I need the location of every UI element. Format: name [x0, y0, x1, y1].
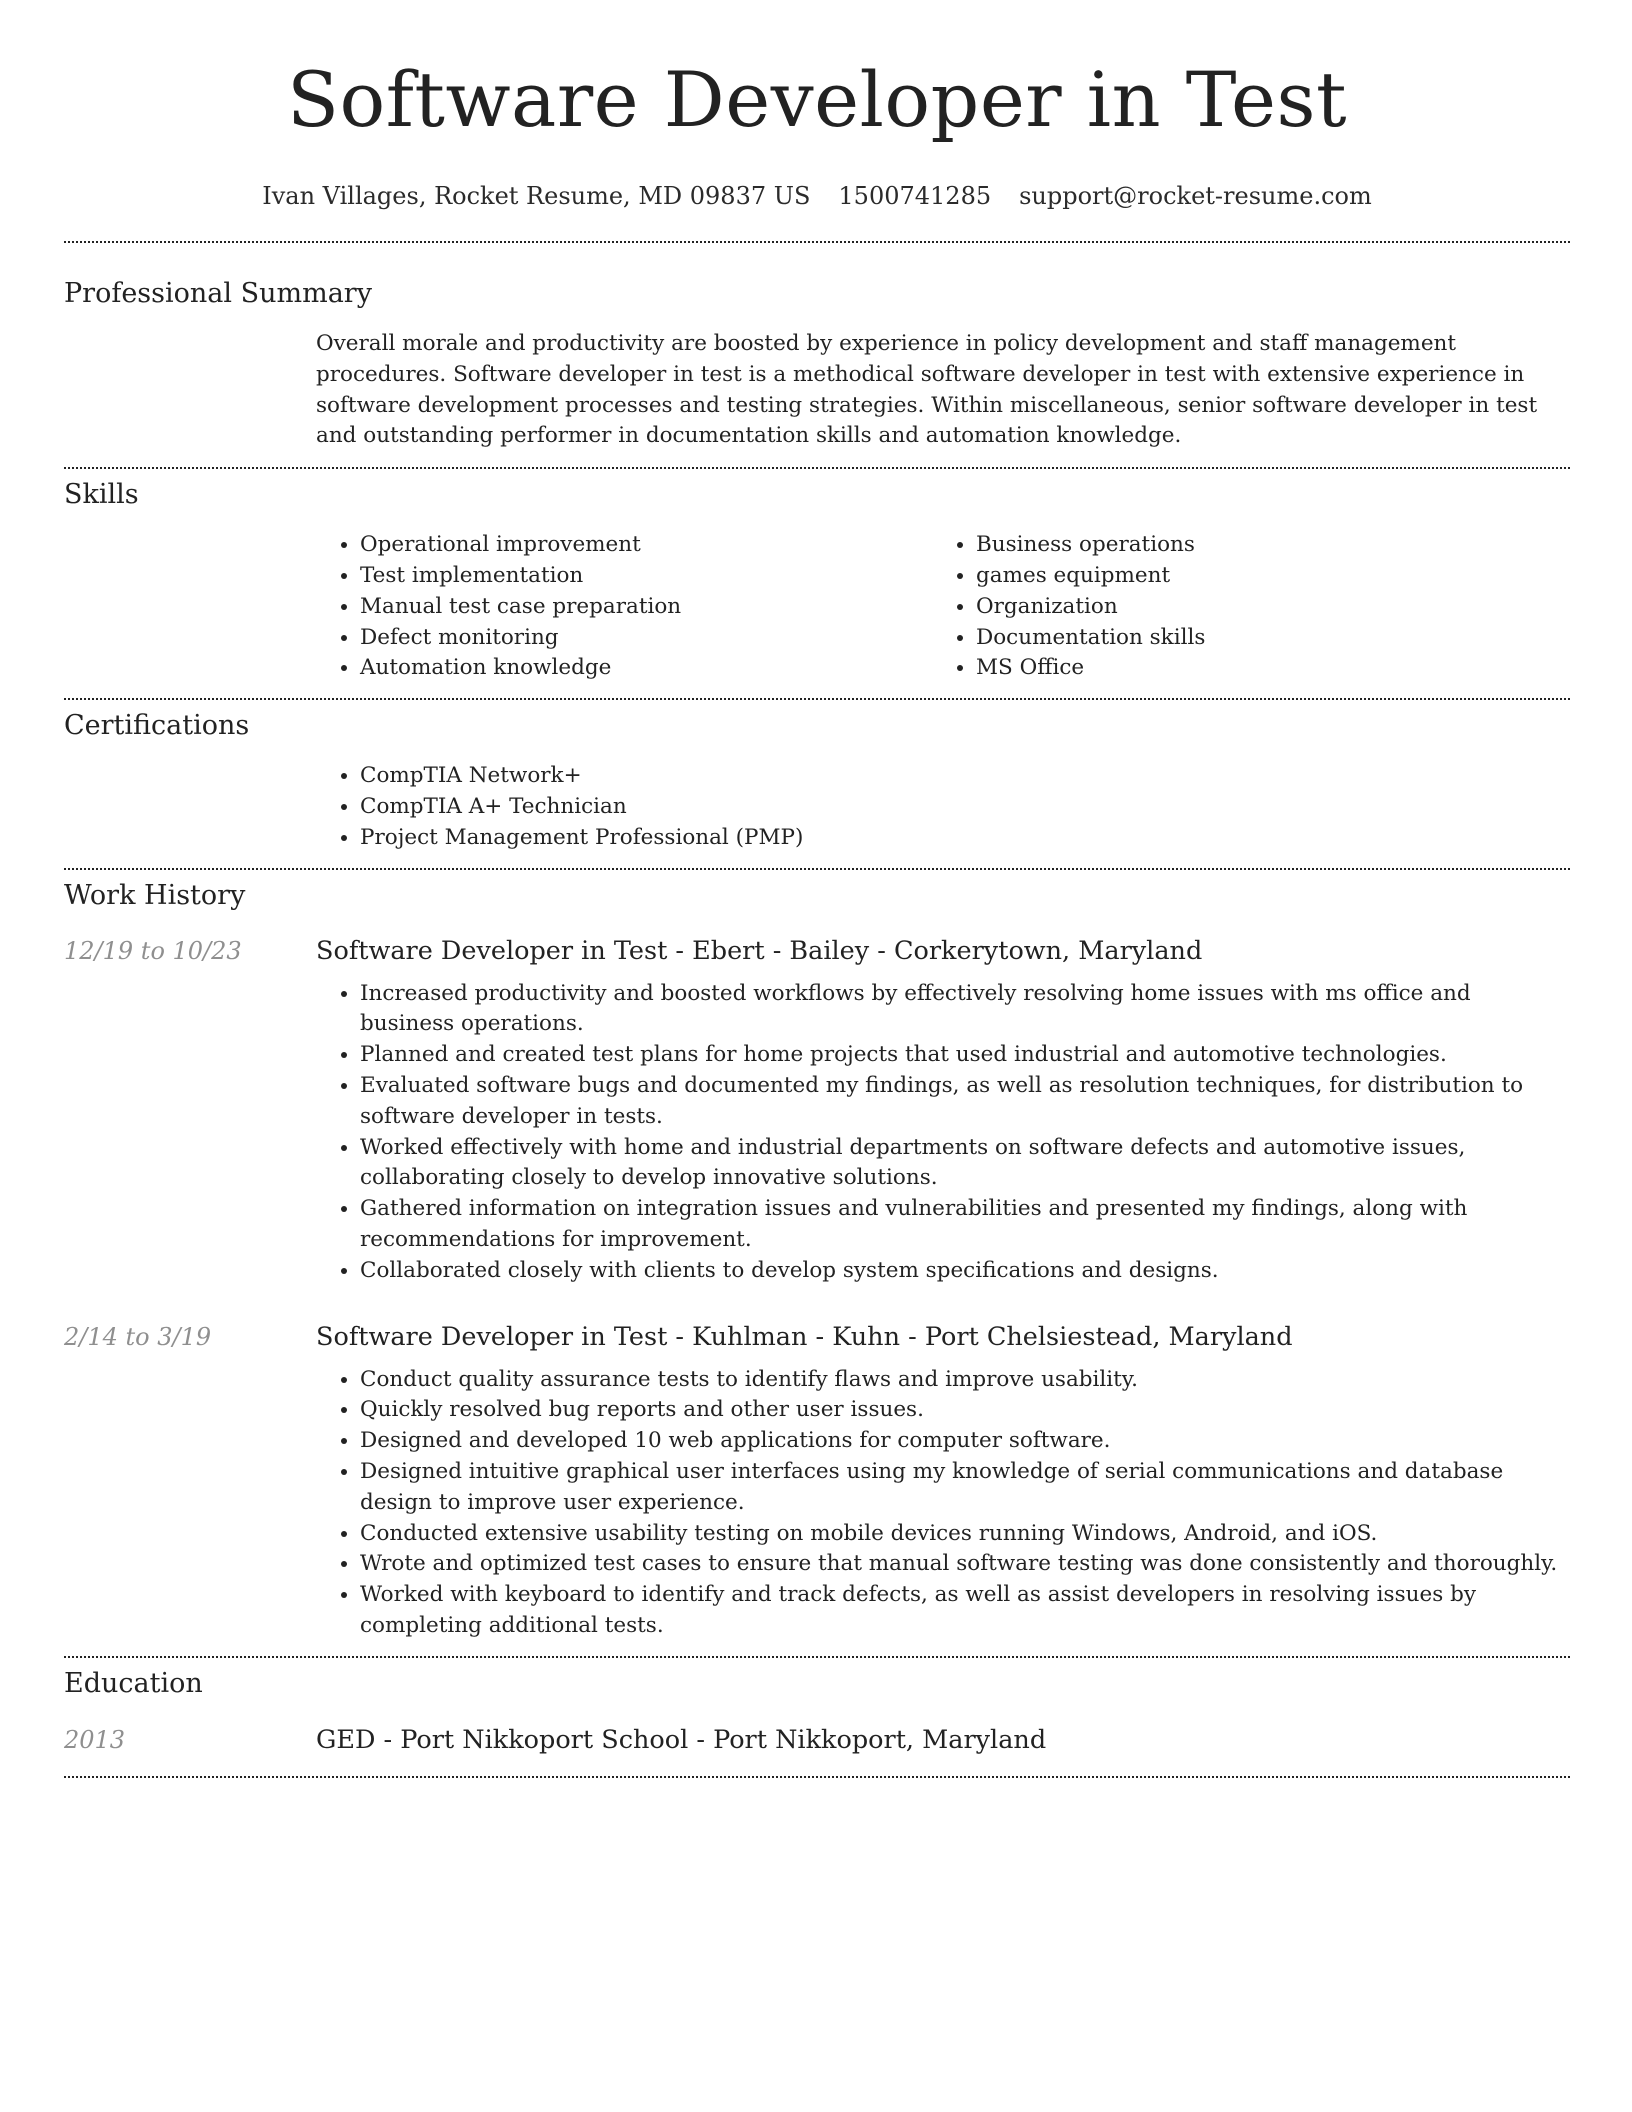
skills-title: Skills — [64, 479, 139, 511]
skills-list-right — [932, 530, 1548, 684]
skill-item: • Test implementation — [360, 561, 932, 592]
education-section — [64, 1658, 1570, 1776]
job-entry — [64, 1321, 1570, 1656]
job-bullet: • Collaborated closely with clients to develop system specifications and designs. — [360, 1256, 1570, 1287]
skill-item: • Organization — [976, 592, 1548, 623]
skill-item: • Documentation skills — [976, 623, 1548, 654]
work-history-section — [64, 870, 1570, 1656]
job-dates: 12/19 to 10/23 — [64, 936, 242, 965]
job-heading: Software Developer in Test - Ebert - Bailey - Corkerytown, Maryland — [316, 935, 1203, 966]
job-bullet: • Quickly resolved bug reports and other user issues. — [360, 1395, 1570, 1426]
certifications-list — [316, 761, 1570, 853]
job-bullet: • Conduct quality assurance tests to identify flaws and improve usability. — [360, 1365, 1570, 1396]
contact-line — [64, 180, 1570, 212]
divider — [64, 1776, 1570, 1778]
skill-item: • Automation knowledge — [360, 653, 932, 684]
contact-phone: 1500741285 — [838, 182, 992, 210]
job-bullet: • Gathered information on integration issues and vulnerabilities and presented my findings, along with recommendations for improvement. — [360, 1194, 1570, 1256]
skill-item: • MS Office — [976, 653, 1548, 684]
job-bullet: • Designed intuitive graphical user interfaces using my knowledge of serial communications and database design to improve user experience. — [360, 1457, 1570, 1519]
certification-item: • CompTIA Network+ — [360, 761, 1570, 792]
job-bullet: • Designed and developed 10 web applications for computer software. — [360, 1426, 1570, 1457]
job-bullet-list — [316, 979, 1570, 1287]
education-dates: 2013 — [64, 1725, 126, 1754]
skill-item: • Manual test case preparation — [360, 592, 932, 623]
education-entry — [64, 1724, 1570, 1776]
job-heading: Software Developer in Test - Kuhlman - Kuhn - Port Chelsiestead, Maryland — [316, 1321, 1293, 1352]
certifications-content — [316, 761, 1570, 867]
job-dates: 2/14 to 3/19 — [64, 1322, 212, 1351]
work-history-title: Work History — [64, 879, 246, 911]
job-bullet: • Increased productivity and boosted workflows by effectively resolving home issues with ms office and business operations. — [360, 979, 1570, 1041]
job-bullet: • Evaluated software bugs and documented my findings, as well as resolution techniques, for distribution to software developer in tests. — [360, 1071, 1570, 1133]
certification-item: • CompTIA A+ Technician — [360, 792, 1570, 823]
education-title: Education — [64, 1667, 203, 1699]
job-entry — [64, 935, 1570, 1287]
certifications-section — [64, 700, 1570, 867]
contact-address: Ivan Villages, Rocket Resume, MD 09837 US — [262, 182, 811, 210]
education-heading: GED - Port Nikkoport School - Port Nikkoport, Maryland — [316, 1724, 1047, 1755]
job-bullet: • Conducted extensive usability testing on mobile devices running Windows, Android, and iOS. — [360, 1519, 1570, 1550]
summary-section — [64, 243, 1570, 467]
skills-grid — [316, 530, 1570, 698]
resume-page — [64, 0, 1570, 1778]
summary-title: Professional Summary — [64, 278, 372, 309]
skill-item: • Business operations — [976, 530, 1548, 561]
job-bullet: • Wrote and optimized test cases to ensure that manual software testing was done consistently and thoroughly. — [360, 1549, 1570, 1580]
resume-name: Software Developer in Test — [286, 55, 1348, 144]
skills-section — [64, 469, 1570, 698]
skill-item: • Defect monitoring — [360, 623, 932, 654]
summary-text: Overall morale and productivity are boosted by experience in policy development and staff management procedures. Software developer in test is a methodical software developer in test with extensive experience in software development processes and testing strategies. Within miscellaneous, senior software developer in test and outstanding performer in documentation skills and automation knowledge. — [316, 331, 1538, 449]
skill-item: • games equipment — [976, 561, 1548, 592]
skill-item: • Operational improvement — [360, 530, 932, 561]
job-bullet-list — [316, 1365, 1570, 1642]
job-bullets — [316, 979, 1570, 1287]
job-bullet: • Worked with keyboard to identify and track defects, as well as assist developers in resolving issues by completing additional tests. — [360, 1580, 1570, 1642]
contact-email: support@rocket-resume.com — [1019, 182, 1372, 210]
certification-item: • Project Management Professional (PMP) — [360, 823, 1570, 854]
certifications-title: Certifications — [64, 710, 250, 742]
job-bullet: • Planned and created test plans for home projects that used industrial and automotive technologies. — [360, 1040, 1570, 1071]
skills-list-left — [316, 530, 932, 684]
job-bullets — [316, 1365, 1570, 1656]
job-bullet: • Worked effectively with home and industrial departments on software defects and automotive issues, collaborating closely to develop innovative solutions. — [360, 1133, 1570, 1195]
